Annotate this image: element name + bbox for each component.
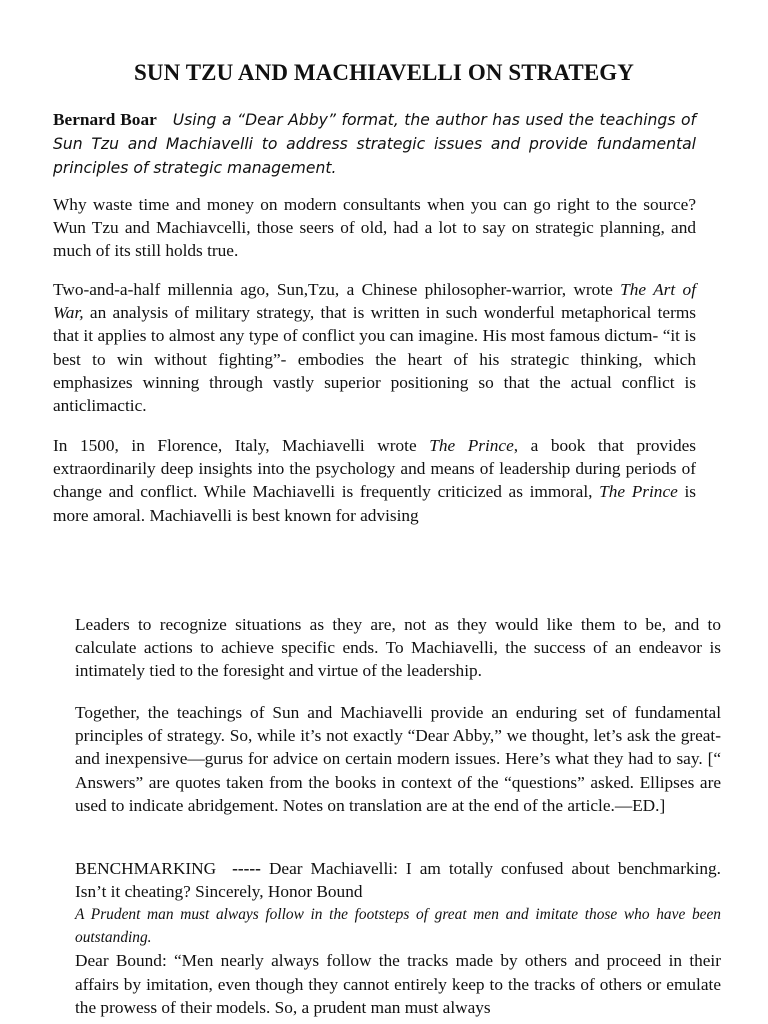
book-title: The Prince (429, 436, 514, 455)
book-title: The Prince (599, 482, 678, 502)
heading-dash: ----- (232, 859, 261, 878)
article-abstract: Using a “Dear Abby” format, the author has used the teachings of Sun Tzu and Machiavelli to address strategic issues and provide fundamental principles of strategic management. (53, 111, 696, 177)
author-name: Bernard Boar (53, 110, 157, 129)
paragraph-2: Two-and-a-half millennia ago, Sun,Tzu, a Chinese philosopher-warrior, wrote The Art of War, an analysis of military strategy, that is written in such wonderful metaphorical terms that it applies to almost any type of conflict you can imagine. His most famous dictum- “it is best to win without fighting”- embodies the heart of his strategic thinking, which emphasizes winning through vastly superior positioning so that the actual conflict is anticlimactic. (53, 280, 696, 416)
benchmarking-section (75, 857, 721, 1019)
machiavelli-quote: A Prudent man must always follow in the footsteps of great men and imitate those who have been outstanding. (75, 906, 721, 947)
paragraph-4: Leaders to recognize situations as they are, not as they would like them to be, and to calculate actions to achieve specific ends. To Machiavelli, the success of an endeavor is intimately tied to the foresight and virtue of the leadership. (75, 615, 721, 681)
paragraph-3: In 1500, in Florence, Italy, Machiavelli wrote The Prince, a book that provides extraordinarily deep insights into the psychology and means of leadership during periods of change and conflict. While Machiavelli is frequently criticized as immoral, The Prince is more amoral. Machiavelli is best known for advising (53, 436, 697, 525)
paragraph-1: Why waste time and money on modern consultants when you can go right to the source? Wun Tzu and Machiavcelli, those seers of old, had a lot to say on strategic planning, and much of its still holds true. (53, 195, 696, 261)
intro-paragraph (53, 108, 696, 180)
benchmarking-answer: Dear Bound: “Men nearly always follow the tracks made by others and proceed in their affairs by imitation, even though they cannot entirely keep to the tracks of others or emulate the prowess of their models. So, a prudent man must always (75, 951, 721, 1017)
benchmarking-question: BENCHMARKING ----- Dear Machiavelli: I am totally confused about benchmarking. Isn’t it cheating? Sincerely, Honor Bound (75, 859, 721, 902)
page-title: SUN TZU AND MACHIAVELLI ON STRATEGY (133, 60, 635, 85)
book-title: The Art of War, (53, 280, 696, 323)
section-heading: BENCHMARKING (75, 859, 217, 878)
paragraph-5: Together, the teachings of Sun and Machiavelli provide an enduring set of fundamental principles of strategy. So, while it’s not exactly “Dear Abby,” we thought, let’s ask the great-and inexpensive—gurus for advice on certain modern issues. Here’s what they had to say. [“ Answers” are quotes taken from the books in context of the “questions” asked. Ellipses are used to indicate abridgement. Notes on translation are at the end of the article.—ED.] (75, 703, 721, 815)
